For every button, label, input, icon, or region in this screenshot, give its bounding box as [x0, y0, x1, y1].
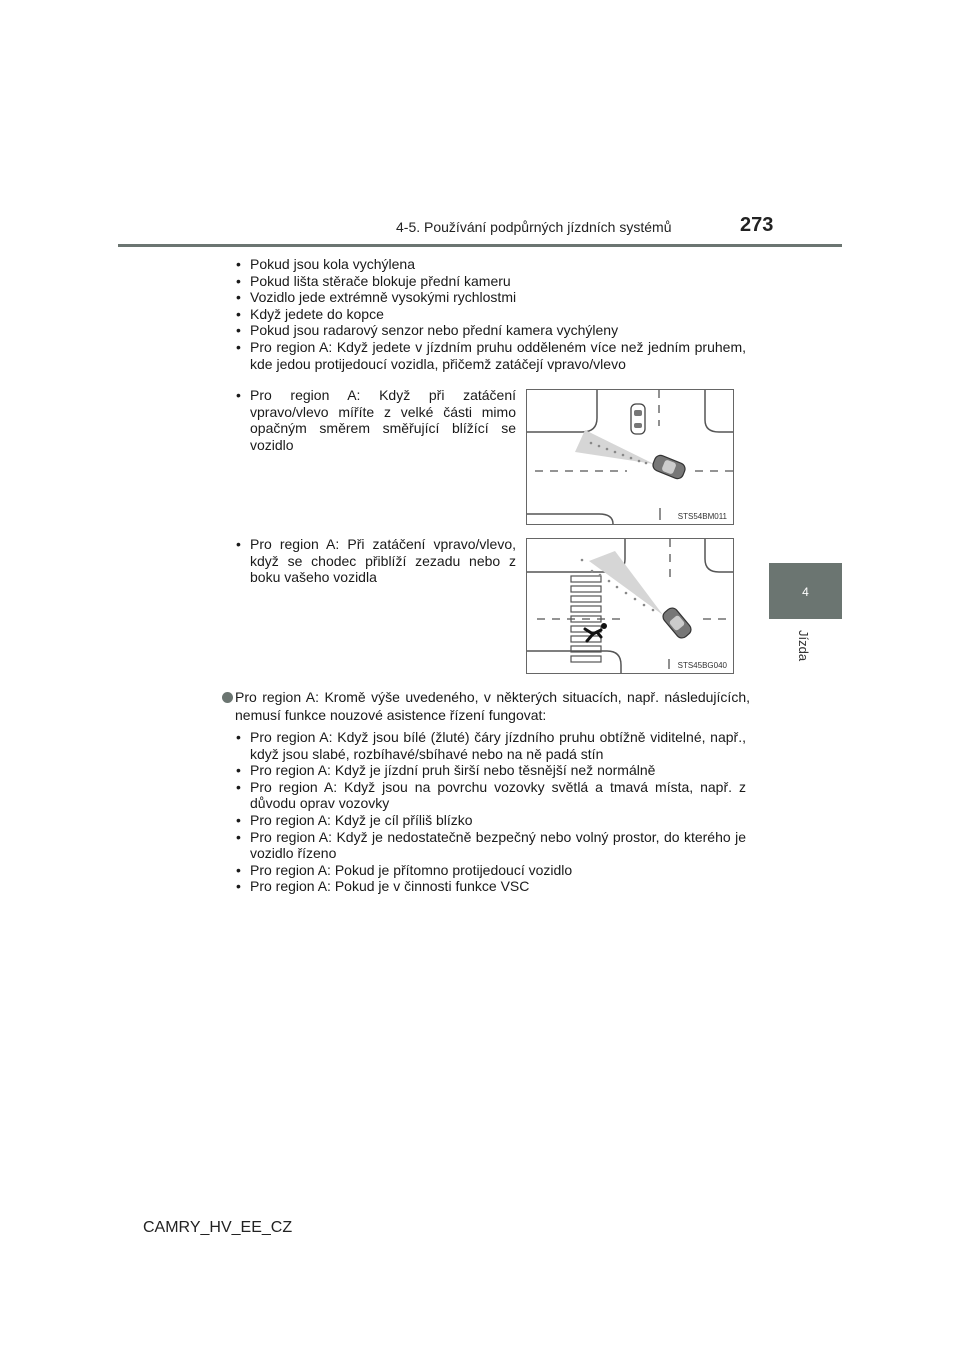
own-car-icon: [661, 606, 694, 641]
figure-1-illustration: [526, 389, 734, 525]
pedestrian-diagram: [527, 539, 733, 673]
list-item: • Pro region A: Pokud je přítomno protijedoucí vozidlo: [234, 862, 746, 879]
list-item: • Pro region A: Když je nedostatečně bezpečný nebo volný prostor, do kterého je vozidlo řízeno: [234, 829, 746, 862]
list-item: • Pro region A: Když jsou na povrchu vozovky světlá a tmavá místa, např. z důvodu oprav vozovky: [234, 779, 746, 812]
turning-vehicle-diagram: [527, 390, 733, 524]
chapter-label: Jízda: [796, 630, 811, 662]
list-item: • Pokud jsou kola vychýlena: [234, 256, 746, 273]
document-code: CAMRY_HV_EE_CZ: [143, 1219, 293, 1236]
figure-1-caption: [234, 387, 516, 453]
list-item: • Pro region A: Když jedete v jízdním pruhu odděleném více než jedním pruhem, kde jedou protijedoucí vozidla, přičemž zatáčejí vpravo/vlevo: [234, 339, 746, 372]
note-paragraph: [222, 689, 750, 724]
list-item: • Pro region A: Když je cíl příliš blízko: [234, 812, 746, 829]
figure-1-code: STS54BM011: [677, 512, 727, 521]
list-item: • Pro region A: Když je jízdní pruh širší nebo těsnější než normálně: [234, 762, 746, 779]
chapter-number: 4: [802, 585, 809, 599]
figure-2-code: STS45BG040: [677, 661, 727, 670]
own-car-icon: [651, 454, 687, 481]
note-text: Pro region A: Kromě výše uvedeného, v některých situacích, např. následujících, nemusí funkce nouzové asistence řízení fungovat:: [235, 689, 750, 723]
condition-list: [234, 729, 746, 895]
header-divider: [118, 244, 842, 247]
list-item: • Pro region A: Když jsou bílé (žluté) čáry jízdního pruhu obtížně viditelné, např., když jsou slabé, rozbíhavé/sbíhavé nebo na ně padá stín: [234, 729, 746, 762]
section-title: 4-5. Používání podpůrných jízdních systémů: [396, 219, 672, 235]
figure-2-text: • Pro region A: Při zatáčení vpravo/vlevo, když se chodec přiblíží zezadu nebo z boku vašeho vozidla: [234, 536, 516, 586]
oncoming-car-icon: [631, 404, 645, 434]
page-number: 273: [740, 214, 774, 236]
chapter-tab: [769, 563, 842, 619]
list-item: • Pro region A: Pokud je v činnosti funkce VSC: [234, 878, 746, 895]
list-item: • Když jedete do kopce: [234, 306, 746, 323]
list-item: • Vozidlo jede extrémně vysokými rychlostmi: [234, 289, 746, 306]
top-bullet-list: [234, 256, 746, 372]
figure-1-text: • Pro region A: Když při zatáčení vpravo/vlevo míříte z velké části mimo opačným směrem směřující blížící se vozidlo: [234, 387, 516, 453]
figure-2-illustration: [526, 538, 734, 674]
list-item: • Pokud lišta stěrače blokuje přední kameru: [234, 273, 746, 290]
list-item: • Pokud jsou radarový senzor nebo přední kamera vychýleny: [234, 322, 746, 339]
figure-2-caption: [234, 536, 516, 586]
